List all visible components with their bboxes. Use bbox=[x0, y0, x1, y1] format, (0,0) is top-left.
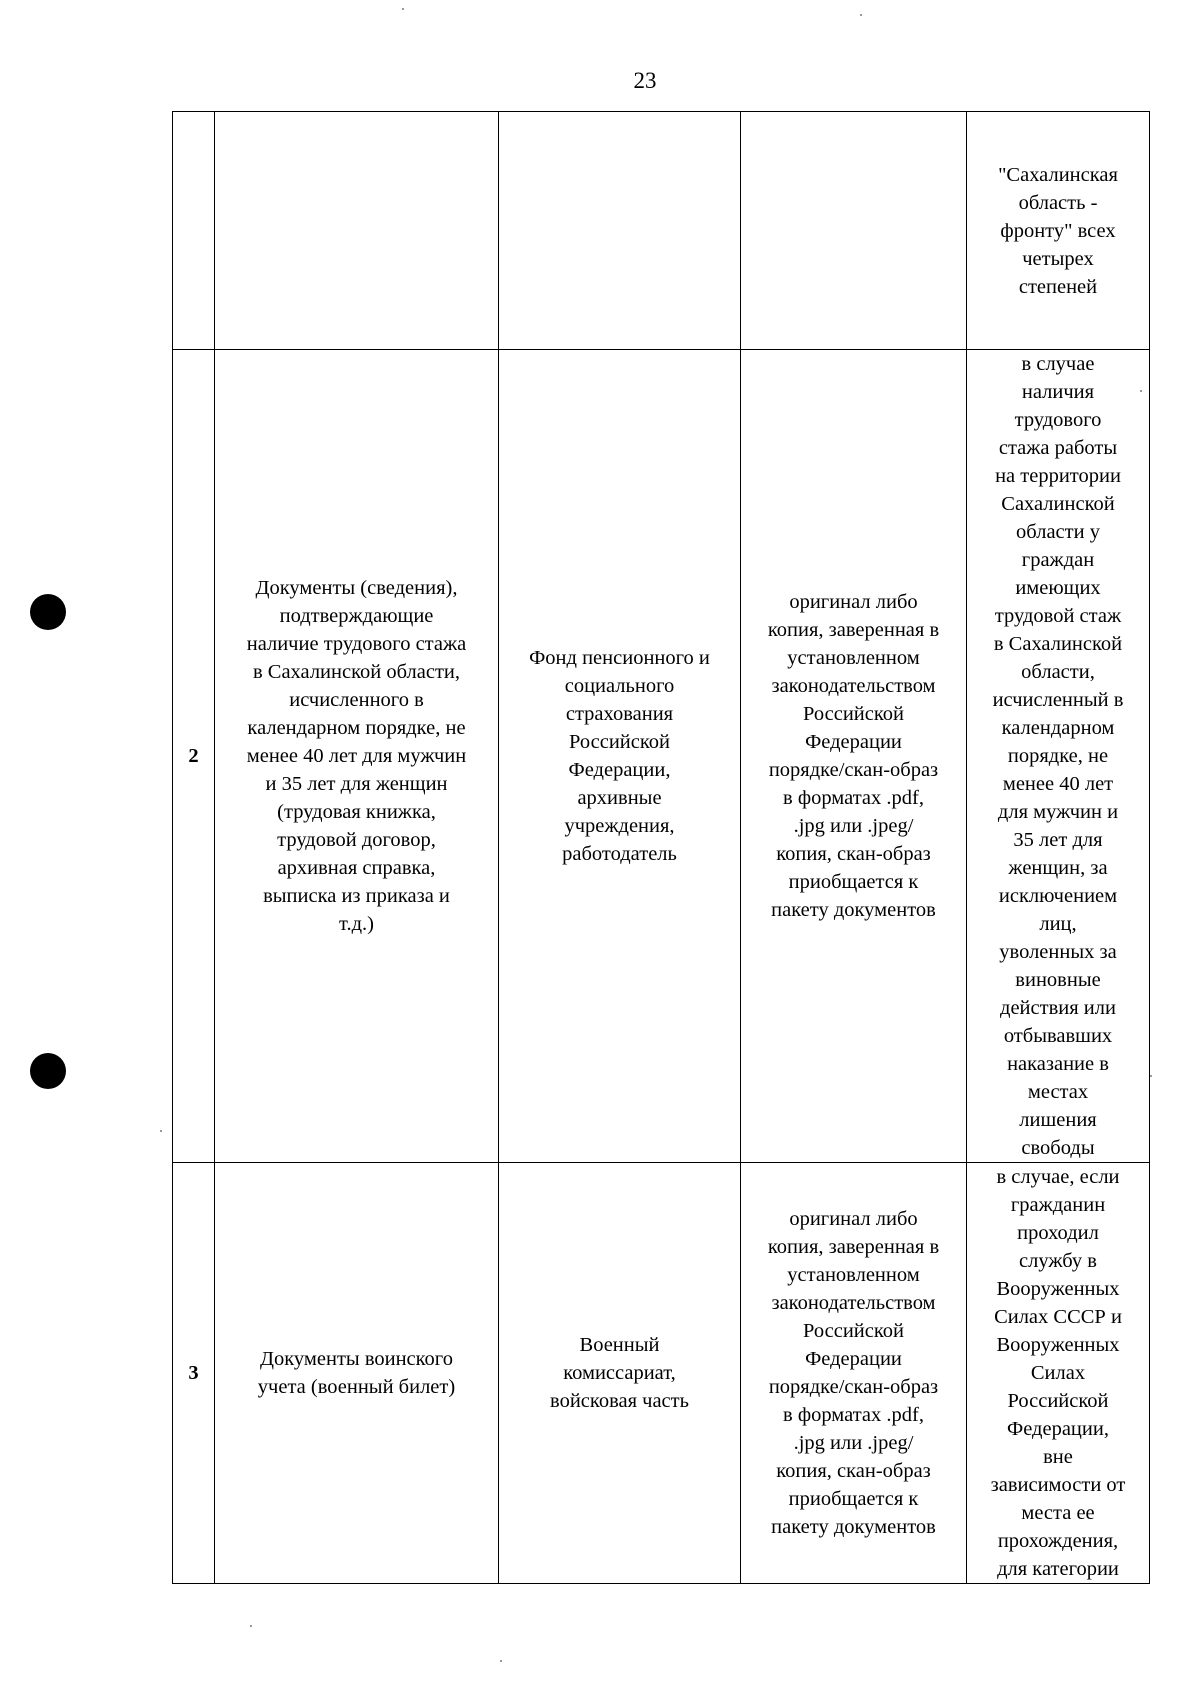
source-cell bbox=[499, 112, 741, 350]
table-row bbox=[173, 350, 1150, 1163]
scan-speck bbox=[1150, 1075, 1152, 1077]
form-cell: оригинал либо копия, заверенная в установленном законодательством Российской Федерации порядке/скан-образ в форматах .pdf, .jpg или .jpeg/ копия, скан-образ приобщается к пакету документов bbox=[741, 350, 967, 1163]
note-cell: "Сахалинская область - фронту" всех четырех степеней bbox=[967, 112, 1150, 350]
documents-table bbox=[172, 111, 1150, 1584]
document-cell: Документы (сведения), подтверждающие наличие трудового стажа в Сахалинской области, исчисленного в календарном порядке, не менее 40 лет для мужчин и 35 лет для женщин (трудовая книжка, трудовой договор, архивная справка, выписка из приказа и т.д.) bbox=[215, 350, 499, 1163]
scan-speck bbox=[160, 1130, 162, 1132]
table-row bbox=[173, 1163, 1150, 1584]
table-row bbox=[173, 112, 1150, 350]
punch-hole-lower bbox=[30, 1053, 66, 1089]
document-cell: Документы воинского учета (военный билет) bbox=[215, 1163, 499, 1584]
scan-speck bbox=[402, 8, 404, 10]
note-cell: в случае, если гражданин проходил службу в Вооруженных Силах СССР и Вооруженных Силах Российской Федерации, вне зависимости от места ее прохождения, для категории bbox=[967, 1163, 1150, 1584]
form-cell: оригинал либо копия, заверенная в установленном законодательством Российской Федерации порядке/скан-образ в форматах .pdf, .jpg или .jpeg/ копия, скан-образ приобщается к пакету документов bbox=[741, 1163, 967, 1584]
form-cell bbox=[741, 112, 967, 350]
row-number: 3 bbox=[173, 1163, 215, 1584]
scan-speck bbox=[250, 1625, 252, 1627]
note-cell: в случае наличия трудового стажа работы на территории Сахалинской области у граждан имеющих трудовой стаж в Сахалинской области, исчисленный в календарном порядке, не менее 40 лет для мужчин и 35 лет для женщин, за исключением лиц, уволенных за виновные действия или отбывавших наказание в местах лишения свободы bbox=[967, 350, 1150, 1163]
row-number: 2 bbox=[173, 350, 215, 1163]
punch-hole-upper bbox=[30, 594, 66, 630]
row-number bbox=[173, 112, 215, 350]
scan-speck bbox=[500, 1660, 502, 1662]
document-cell bbox=[215, 112, 499, 350]
scan-speck bbox=[860, 14, 862, 16]
source-cell: Фонд пенсионного и социального страхования Российской Федерации, архивные учреждения, работодатель bbox=[499, 350, 741, 1163]
source-cell: Военный комиссариат, войсковая часть bbox=[499, 1163, 741, 1584]
page-number: 23 bbox=[633, 68, 657, 93]
